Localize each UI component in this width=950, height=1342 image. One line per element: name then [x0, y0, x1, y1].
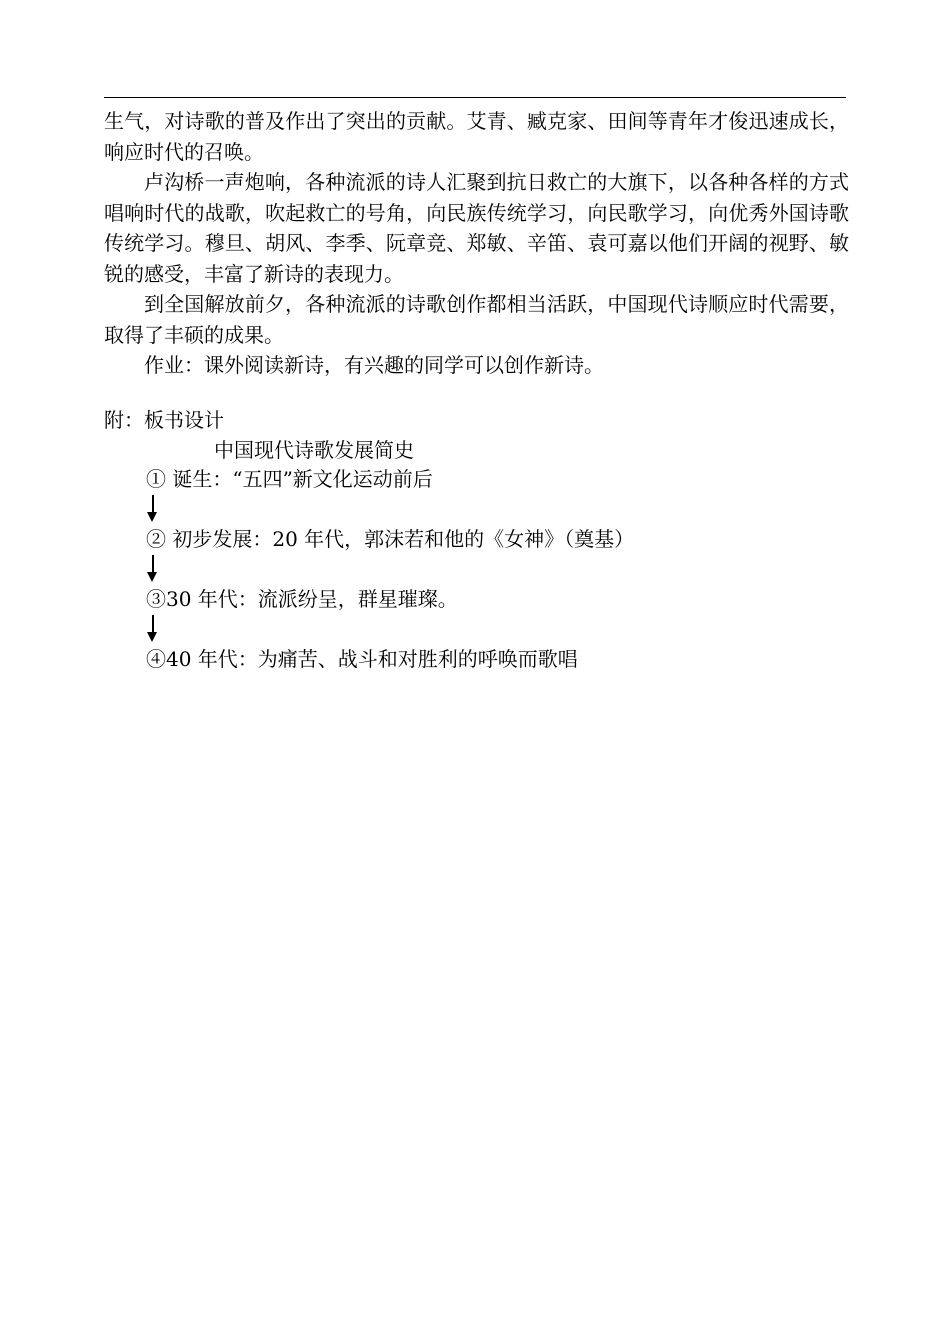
paragraph-continuation: 生气，对诗歌的普及作出了突出的贡献。艾青、臧克家、田间等青年才俊迅速成长，响应时代的召唤。: [104, 109, 849, 164]
timeline-step-early-development: ② 初步发展：20 年代，郭沫若和他的《女神》（奠基）: [146, 527, 635, 551]
down-arrow-icon: [146, 614, 166, 644]
timeline-step-1930s: ③30 年代：流派纷呈，群星璀璨。: [146, 587, 458, 611]
timeline-step-1940s: ④40 年代：为痛苦、战斗和对胜利的呼唤而歌唱: [146, 647, 578, 671]
down-arrow-icon: [146, 494, 166, 524]
paragraph-homework: 作业：课外阅读新诗，有兴趣的同学可以创作新诗。: [144, 353, 604, 377]
timeline-flow: [146, 464, 786, 674]
paragraph-war-poetry: 卢沟桥一声炮响，各种流派的诗人汇聚到抗日救亡的大旗下，以各种各样的方式唱响时代的战歌，吹起救亡的号角，向民族传统学习，向民歌学习，向优秀外国诗歌传统学习。穆旦、胡风、李季、阮章竞、郑敏、辛笛、袁可嘉以他们开阔的视野、敏锐的感受，丰富了新诗的表现力。: [104, 170, 849, 286]
body-text: [104, 106, 849, 381]
timeline-step-birth: ① 诞生：“五四”新文化运动前后: [146, 467, 433, 491]
header-rule: [104, 97, 846, 98]
paragraph-liberation: 到全国解放前夕，各种流派的诗歌创作都相当活跃，中国现代诗顺应时代需要，取得了丰硕的成果。: [104, 292, 849, 347]
board-title: 中国现代诗歌发展简史: [214, 438, 414, 462]
appendix-heading: 附：板书设计: [104, 408, 224, 432]
down-arrow-icon: [146, 554, 166, 584]
